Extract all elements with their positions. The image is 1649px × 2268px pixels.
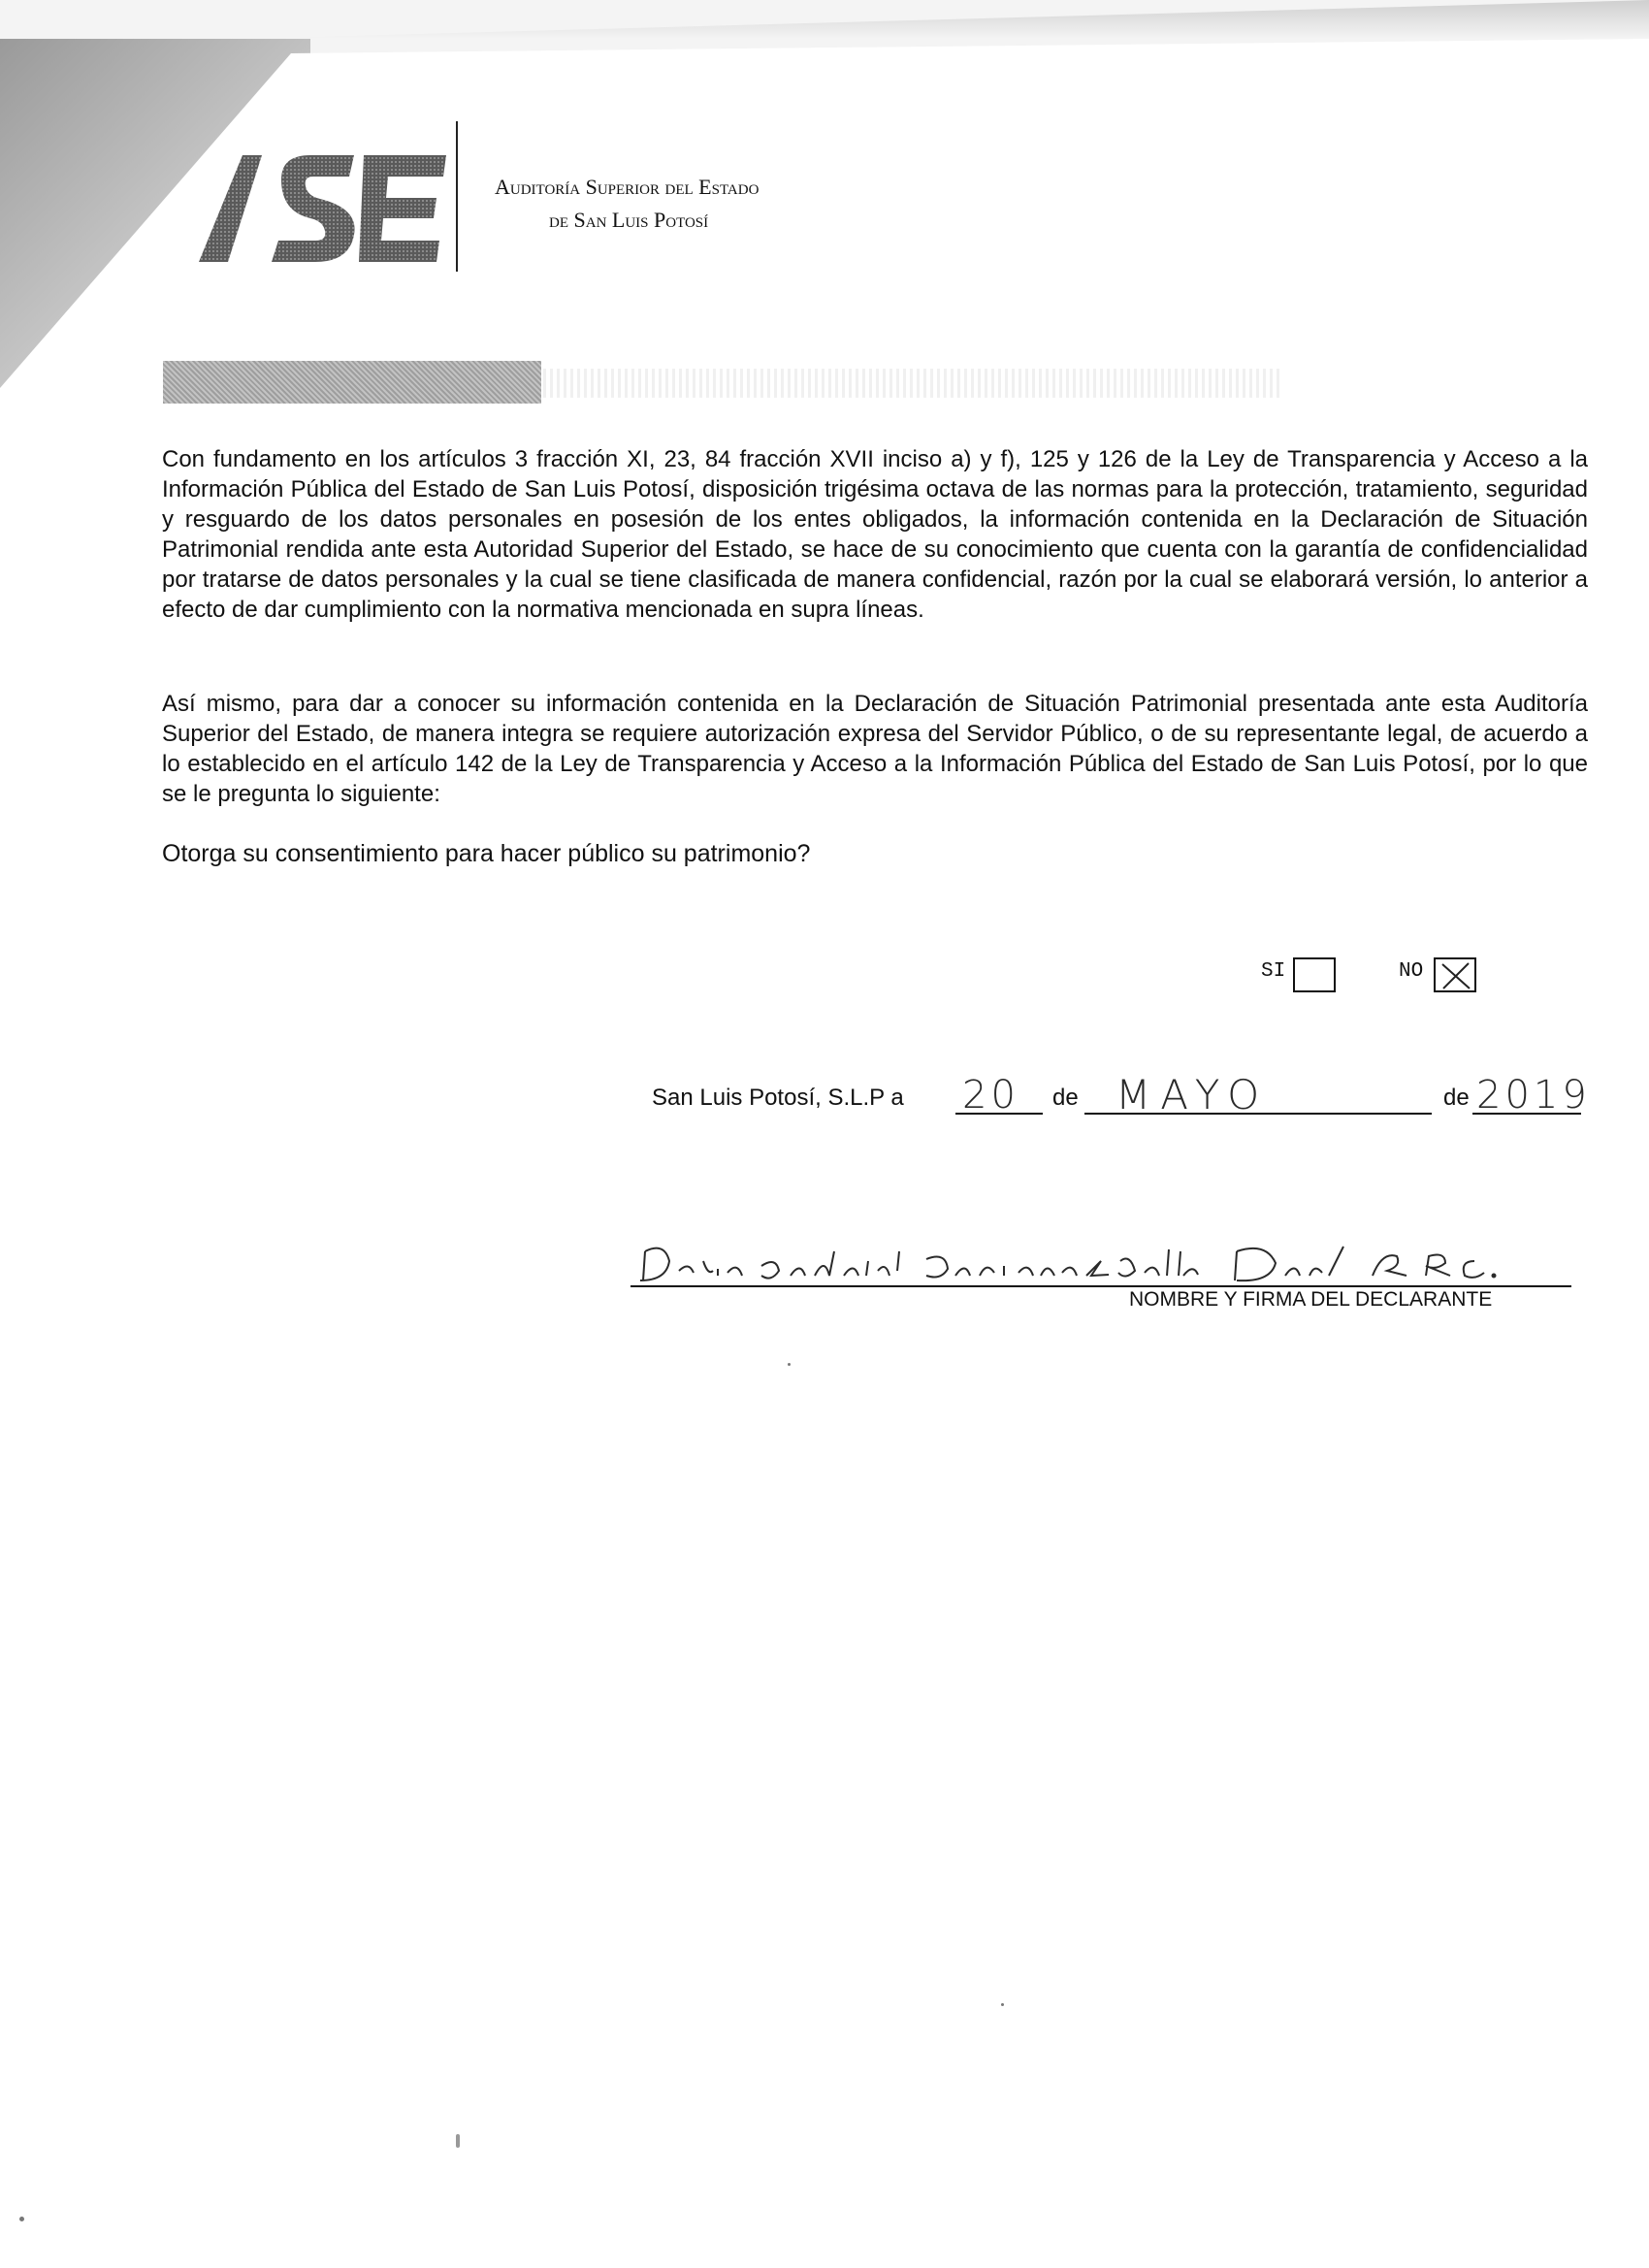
ase-logo-letters xyxy=(199,155,446,262)
redacted-faint-text xyxy=(543,369,1280,398)
handwritten-signature xyxy=(635,1232,1567,1290)
legal-paragraph-2: Así mismo, para dar a conocer su información contenida en la Declaración de Situación Patrimonial presentada ante esta Auditoría Superior del Estado, de manera integra se requiere autorización expresa del Servidor Público, o de su representante legal, de acuerdo a lo establecido en el artículo 142 de la Ley de Transparencia y Acceso a la Información Pública del Estado de San Luis Potosí, por lo que se le pregunta lo siguiente: xyxy=(162,691,1588,807)
si-label: SI xyxy=(1261,960,1286,983)
consent-question: Otorga su consentimiento para hacer público su patrimonio? xyxy=(162,840,811,867)
date-month: MAYO xyxy=(1116,1071,1270,1118)
date-year: 2019 xyxy=(1476,1073,1591,1118)
signature-label: NOMBRE Y FIRMA DEL DECLARANTE xyxy=(1129,1288,1493,1311)
date-de-2: de xyxy=(1443,1085,1470,1111)
logo-divider xyxy=(456,121,458,272)
si-checkbox[interactable] xyxy=(1293,957,1336,992)
no-label: NO xyxy=(1399,960,1424,983)
date-day: 20 xyxy=(962,1073,1019,1118)
scan-speck xyxy=(1001,2003,1004,2006)
date-place: San Luis Potosí, S.L.P a xyxy=(652,1085,904,1111)
org-name-line2: de San Luis Potosí xyxy=(549,208,709,232)
date-de-1: de xyxy=(1052,1085,1079,1111)
ase-logo xyxy=(189,126,451,272)
scan-speck xyxy=(19,2217,24,2221)
x-mark-icon xyxy=(1439,961,1472,990)
org-name-line1: Auditoría Superior del Estado xyxy=(495,175,760,199)
no-checkbox[interactable] xyxy=(1434,957,1476,992)
scan-shadow xyxy=(242,0,1649,39)
organization-name xyxy=(495,171,883,237)
scan-speck xyxy=(456,2134,460,2148)
signature-line xyxy=(630,1285,1571,1287)
redacted-heading xyxy=(163,361,541,404)
legal-paragraph-1: Con fundamento en los artículos 3 fracción XI, 23, 84 fracción XVII inciso a) y f), 125 y 126 de la Ley de Transparencia y Acceso a la Información Pública del Estado de San Luis Potosí, disposición trigésima octava de las normas para la protección, tratamiento, seguridad y resguardo de los datos personales en posesión de los entes obligados, la información contenida en la Declaración de Situación Patrimonial rendida ante esta Autoridad Superior del Estado, se hace de su conocimiento que cuenta con la garantía de confidencialidad por tratarse de datos personales y la cual se tiene clasificada de manera confidencial, razón por la cual se elaborará versión, lo anterior a efecto de dar cumplimiento con la normativa mencionada en supra líneas. xyxy=(162,446,1588,623)
scan-speck xyxy=(788,1363,791,1366)
